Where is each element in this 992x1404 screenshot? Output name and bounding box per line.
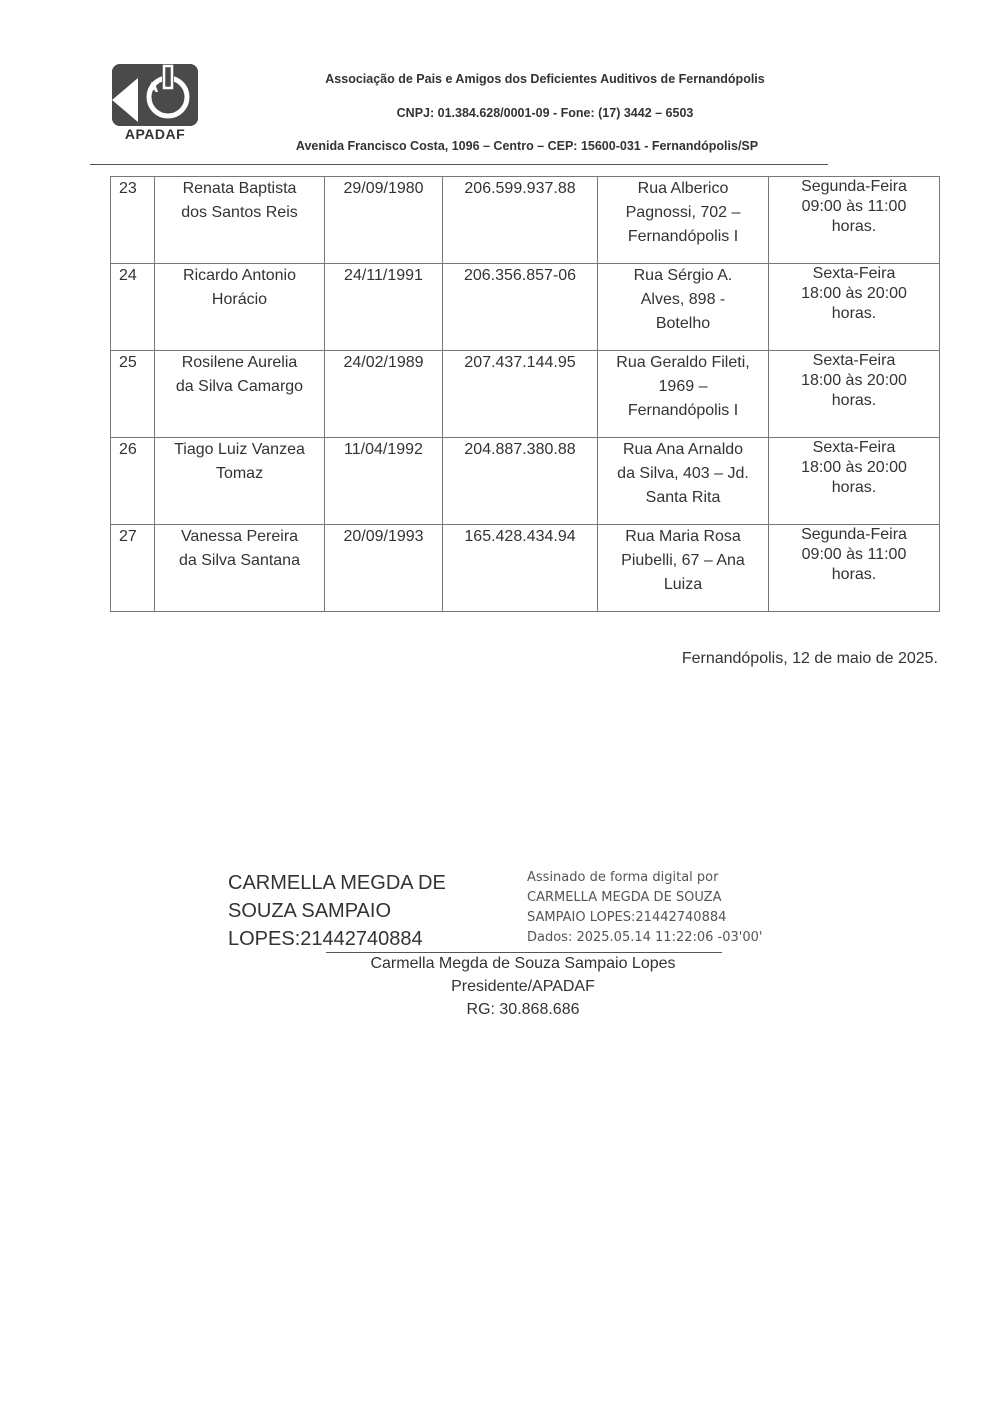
schedule-line: 18:00 às 20:00: [801, 285, 907, 302]
address-line: da Silva, 403 – Jd.: [617, 465, 749, 482]
ear-logo-icon: [112, 64, 198, 126]
schedule-line: Sexta-Feira: [812, 439, 896, 456]
schedule-line: 18:00 às 20:00: [801, 372, 907, 389]
person-name-line: Horácio: [211, 291, 268, 308]
digital-signature-line: CARMELLA MEGDA DE SOUZA: [527, 890, 722, 905]
signer-info: [300, 952, 746, 1021]
schedule-line: horas.: [831, 566, 877, 583]
table-row: [111, 264, 940, 351]
table-row: [111, 525, 940, 612]
signature-name-block: [228, 869, 518, 953]
person-name-line: Vanessa Pereira: [180, 528, 299, 545]
row-number-cell: 26: [111, 438, 155, 525]
address-line: 1969 –: [658, 378, 708, 395]
address-line: Fernandópolis I: [627, 402, 739, 419]
signer-rg: RG: 30.868.686: [466, 1001, 580, 1018]
digital-signature-line: SAMPAIO LOPES:21442740884: [527, 910, 727, 925]
address-line: Rua Ana Arnaldo: [622, 441, 744, 458]
schedule-line: 09:00 às 11:00: [801, 198, 907, 215]
roster-body: [111, 177, 940, 612]
schedule-cell: [769, 525, 940, 612]
person-name-cell: [155, 177, 325, 264]
birth-date-cell: 20/09/1993: [325, 525, 443, 612]
organization-contact: CNPJ: 01.384.628/0001-09 - Fone: (17) 3442 – 6503: [396, 106, 694, 120]
roster-table: [110, 176, 940, 612]
person-name-line: Rosilene Aurelia: [181, 354, 298, 371]
address-cell: [598, 264, 769, 351]
person-name-line: da Silva Santana: [179, 552, 300, 569]
address-line: Pagnossi, 702 –: [625, 204, 741, 221]
document-number-cell: 206.599.937.88: [443, 177, 598, 264]
person-name-line: Ricardo Antonio: [183, 267, 296, 284]
address-cell: [598, 525, 769, 612]
signer-name: Carmella Megda de Souza Sampaio Lopes: [370, 955, 676, 972]
schedule-line: Segunda-Feira: [801, 526, 907, 543]
organization-address: Avenida Francisco Costa, 1096 – Centro – CEP: 15600-031 - Fernandópolis/SP: [295, 139, 759, 153]
row-number-cell: 27: [111, 525, 155, 612]
schedule-line: horas.: [831, 218, 877, 235]
row-number-cell: 25: [111, 351, 155, 438]
date-line: Fernandópolis, 12 de maio de 2025.: [681, 650, 938, 667]
address-line: Alves, 898 -: [640, 291, 726, 308]
document-number-cell: 204.887.380.88: [443, 438, 598, 525]
birth-date-cell: 29/09/1980: [325, 177, 443, 264]
schedule-cell: [769, 264, 940, 351]
person-name-line: Tiago Luiz Vanzea: [174, 441, 305, 458]
person-name-line: da Silva Camargo: [175, 378, 304, 395]
birth-date-cell: 24/02/1989: [325, 351, 443, 438]
address-cell: [598, 351, 769, 438]
svg-text:A: A: [148, 81, 159, 96]
schedule-line: horas.: [831, 392, 877, 409]
document-number-cell: 207.437.144.95: [443, 351, 598, 438]
address-line: Piubelli, 67 – Ana: [621, 552, 745, 569]
table-row: [111, 177, 940, 264]
row-number-cell: 23: [111, 177, 155, 264]
address-line: Botelho: [655, 315, 711, 332]
address-cell: [598, 177, 769, 264]
row-number-cell: 24: [111, 264, 155, 351]
signer-role: Presidente/APADAF: [451, 978, 595, 995]
schedule-cell: [769, 177, 940, 264]
address-line: Rua Alberico: [637, 180, 729, 197]
address-line: Rua Geraldo Fileti,: [616, 354, 750, 371]
apadaf-logo: [112, 64, 198, 142]
schedule-cell: [769, 438, 940, 525]
schedule-line: horas.: [831, 305, 877, 322]
schedule-line: Sexta-Feira: [812, 265, 896, 282]
schedule-cell: [769, 351, 940, 438]
person-name-cell: [155, 438, 325, 525]
logo-text: APADAF: [124, 126, 186, 142]
birth-date-cell: 24/11/1991: [325, 264, 443, 351]
table-row: [111, 351, 940, 438]
person-name-line: Renata Baptista: [182, 180, 297, 197]
schedule-line: Segunda-Feira: [801, 178, 907, 195]
address-line: Rua Sérgio A.: [633, 267, 733, 284]
document-number-cell: 206.356.857-06: [443, 264, 598, 351]
document-number-cell: 165.428.434.94: [443, 525, 598, 612]
person-name-line: dos Santos Reis: [181, 204, 298, 221]
address-line: Luiza: [663, 576, 703, 593]
birth-date-cell: 11/04/1992: [325, 438, 443, 525]
digital-signature-info: [527, 868, 817, 948]
schedule-line: Sexta-Feira: [812, 352, 896, 369]
address-line: Rua Maria Rosa: [625, 528, 741, 545]
person-name-cell: [155, 264, 325, 351]
table-row: [111, 438, 940, 525]
address-line: Santa Rita: [645, 489, 721, 506]
signature-name-line: CARMELLA MEGDA DE: [228, 872, 446, 894]
digital-signature-line: Dados: 2025.05.14 11:22:06 -03'00': [527, 930, 763, 945]
digital-signature-line: Assinado de forma digital por: [527, 870, 719, 885]
schedule-line: horas.: [831, 479, 877, 496]
header-divider: [90, 164, 828, 165]
schedule-line: 18:00 às 20:00: [801, 459, 907, 476]
signature-name-line: SOUZA SAMPAIO: [228, 900, 391, 922]
person-name-cell: [155, 351, 325, 438]
organization-name: Associação de Pais e Amigos dos Deficientes Auditivos de Fernandópolis: [325, 72, 765, 86]
person-name-line: Tomaz: [215, 465, 264, 482]
person-name-cell: [155, 525, 325, 612]
address-line: Fernandópolis I: [627, 228, 739, 245]
address-cell: [598, 438, 769, 525]
schedule-line: 09:00 às 11:00: [801, 546, 907, 563]
signature-name-line: LOPES:21442740884: [228, 928, 423, 950]
